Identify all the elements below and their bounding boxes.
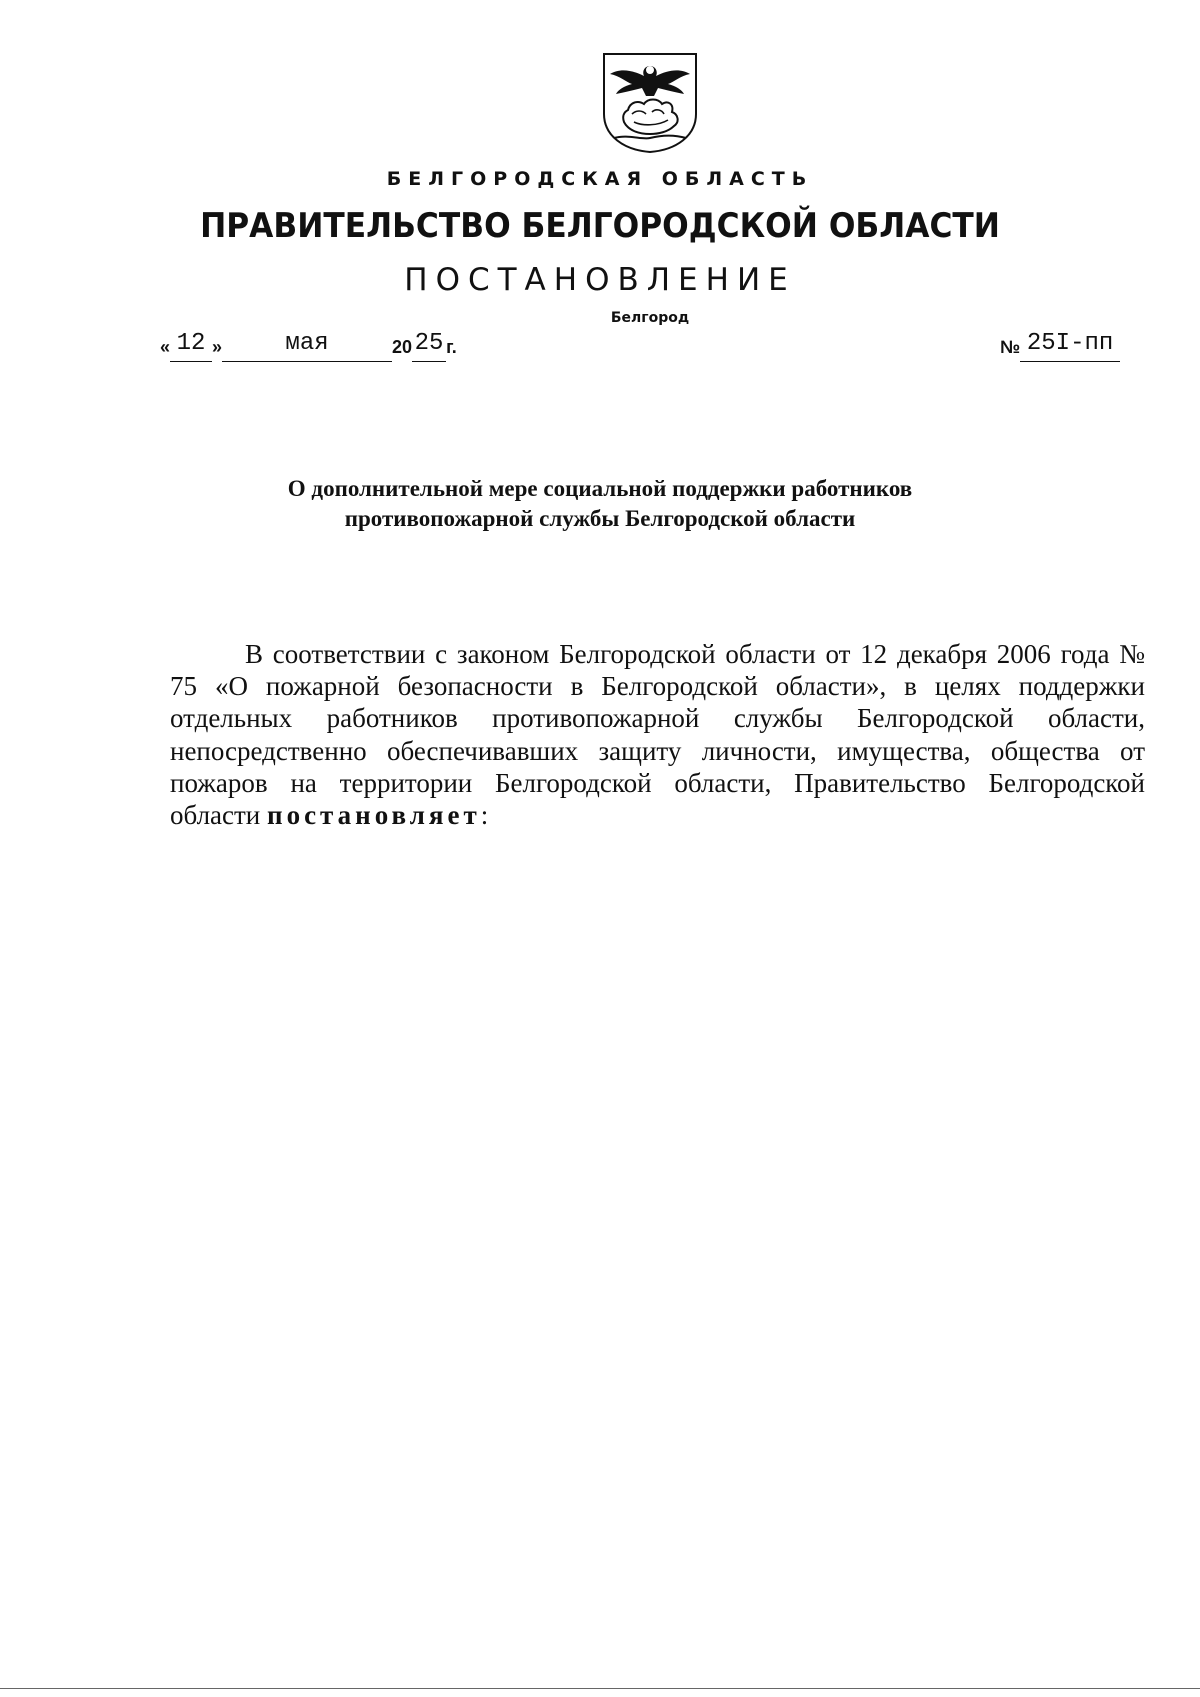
- date-quote-open: «: [160, 337, 171, 357]
- date-year-mark: г.: [446, 337, 457, 357]
- date-day: 12: [176, 330, 206, 357]
- region-heading: БЕЛГОРОДСКАЯ ОБЛАСТЬ: [386, 168, 814, 190]
- preamble-paragraph: [170, 638, 1145, 831]
- document-date: [160, 330, 457, 362]
- resolves-keyword: постановляет: [267, 800, 481, 831]
- date-quote-close: »: [212, 337, 223, 357]
- date-year-prefix: 20: [392, 337, 413, 357]
- document-title: [150, 474, 1050, 534]
- government-heading: ПРАВИТЕЛЬСТВО БЕЛГОРОДСКОЙ ОБЛАСТИ: [200, 206, 1000, 246]
- city-label: Белгород: [610, 310, 690, 326]
- coat-of-arms-icon: [602, 52, 698, 154]
- preamble-text: В соответствии с законом Белгородской области от 12 декабря 2006 года № 75 «О пожарной безопасности в Белгородской области», в целях поддержки отдельных работников противопожарной службы Белгородской области, непосредственно обеспечивавших защиту личности, имущества, общества от пожаров на территории Белгородской области, Правительство Белгородской области: [170, 639, 1145, 831]
- title-line-2: противопожарной службы Белгородской области: [344, 506, 856, 531]
- document-number: [1000, 330, 1120, 362]
- number-value: 25I-пп: [1026, 330, 1114, 357]
- date-month: мая: [285, 330, 329, 357]
- title-line-1: О дополнительной мере социальной поддержки работников: [287, 476, 913, 501]
- bottom-scan-line: [0, 1688, 1200, 1689]
- preamble-end: :: [480, 800, 489, 831]
- document-body: [170, 638, 1145, 831]
- document-type-heading: ПОСТАНОВЛЕНИЕ: [404, 262, 796, 298]
- date-year-suffix: 25: [414, 330, 444, 357]
- number-sign: №: [1000, 337, 1021, 357]
